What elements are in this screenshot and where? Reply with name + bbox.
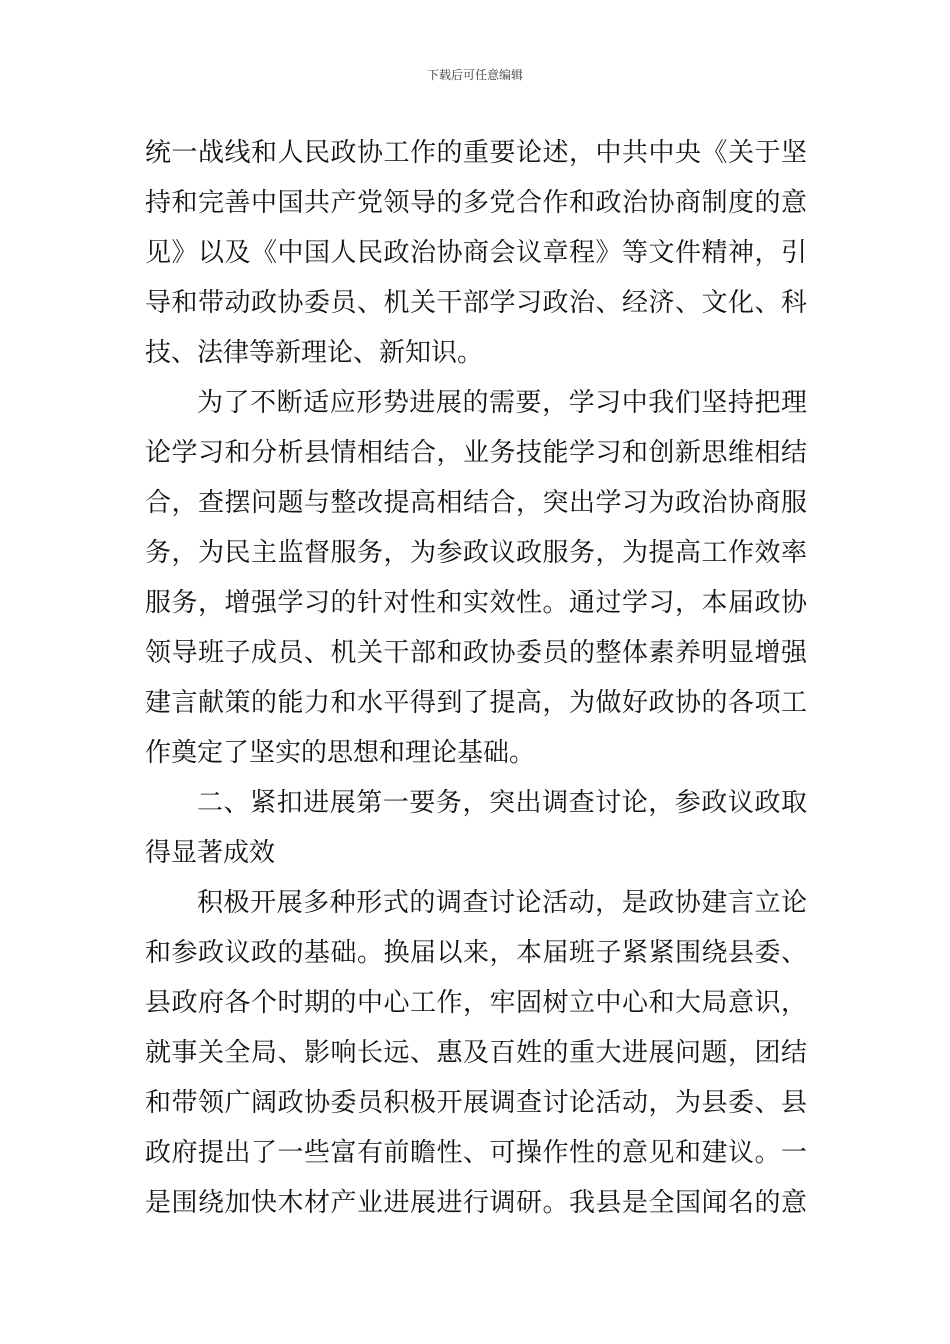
document-body [145, 128, 807, 1228]
text-line: 和带领广阔政协委员积极开展调查讨论活动，为县委、县 [145, 1088, 807, 1118]
text-line: 为了不断适应形势进展的需要，学习中我们坚持把理 [197, 388, 807, 418]
text-line: 政府提出了一些富有前瞻性、可操作性的意见和建议。一 [145, 1138, 807, 1168]
section-heading [145, 778, 807, 878]
text-line: 合，查摆问题与整改提高相结合，突出学习为政治协商服 [145, 488, 807, 518]
header-note: 下载后可任意编辑 [426, 68, 523, 82]
text-line: 持和完善中国共产党领导的多党合作和政治协商制度的意 [145, 188, 807, 218]
text-line: 务，为民主监督服务，为参政议政服务，为提高工作效率 [145, 538, 807, 568]
text-line: 得显著成效 [145, 838, 276, 868]
paragraph-3 [145, 878, 807, 1228]
text-line: 技、法律等新理论、新知识。 [145, 338, 484, 368]
text-line: 服务，增强学习的针对性和实效性。通过学习，本届政协 [145, 588, 807, 618]
text-line: 导和带动政协委员、机关干部学习政治、经济、文化、科 [145, 288, 807, 318]
text-line: 作奠定了坚实的思想和理论基础。 [145, 738, 536, 768]
text-line: 和参政议政的基础。换届以来，本届班子紧紧围绕县委、 [145, 938, 807, 968]
text-line: 县政府各个时期的中心工作，牢固树立中心和大局意识， [145, 988, 807, 1018]
text-line: 就事关全局、影响长远、惠及百姓的重大进展问题，团结 [145, 1038, 807, 1068]
paragraph-1 [145, 128, 807, 378]
paragraph-2 [145, 378, 807, 778]
text-line: 见》以及《中国人民政治协商会议章程》等文件精神，引 [145, 238, 807, 268]
text-line: 统一战线和人民政协工作的重要论述，中共中央《关于坚 [145, 138, 807, 168]
text-line: 是围绕加快木材产业进展进行调研。我县是全国闻名的意 [145, 1188, 807, 1218]
text-line: 积极开展多种形式的调查讨论活动，是政协建言立论 [197, 888, 807, 918]
text-line: 二、紧扣进展第一要务，突出调查讨论，参政议政取 [197, 788, 807, 818]
text-line: 领导班子成员、机关干部和政协委员的整体素养明显增强 [145, 638, 807, 668]
text-line: 建言献策的能力和水平得到了提高，为做好政协的各项工 [145, 688, 807, 718]
text-line: 论学习和分析县情相结合，业务技能学习和创新思维相结 [145, 438, 807, 468]
